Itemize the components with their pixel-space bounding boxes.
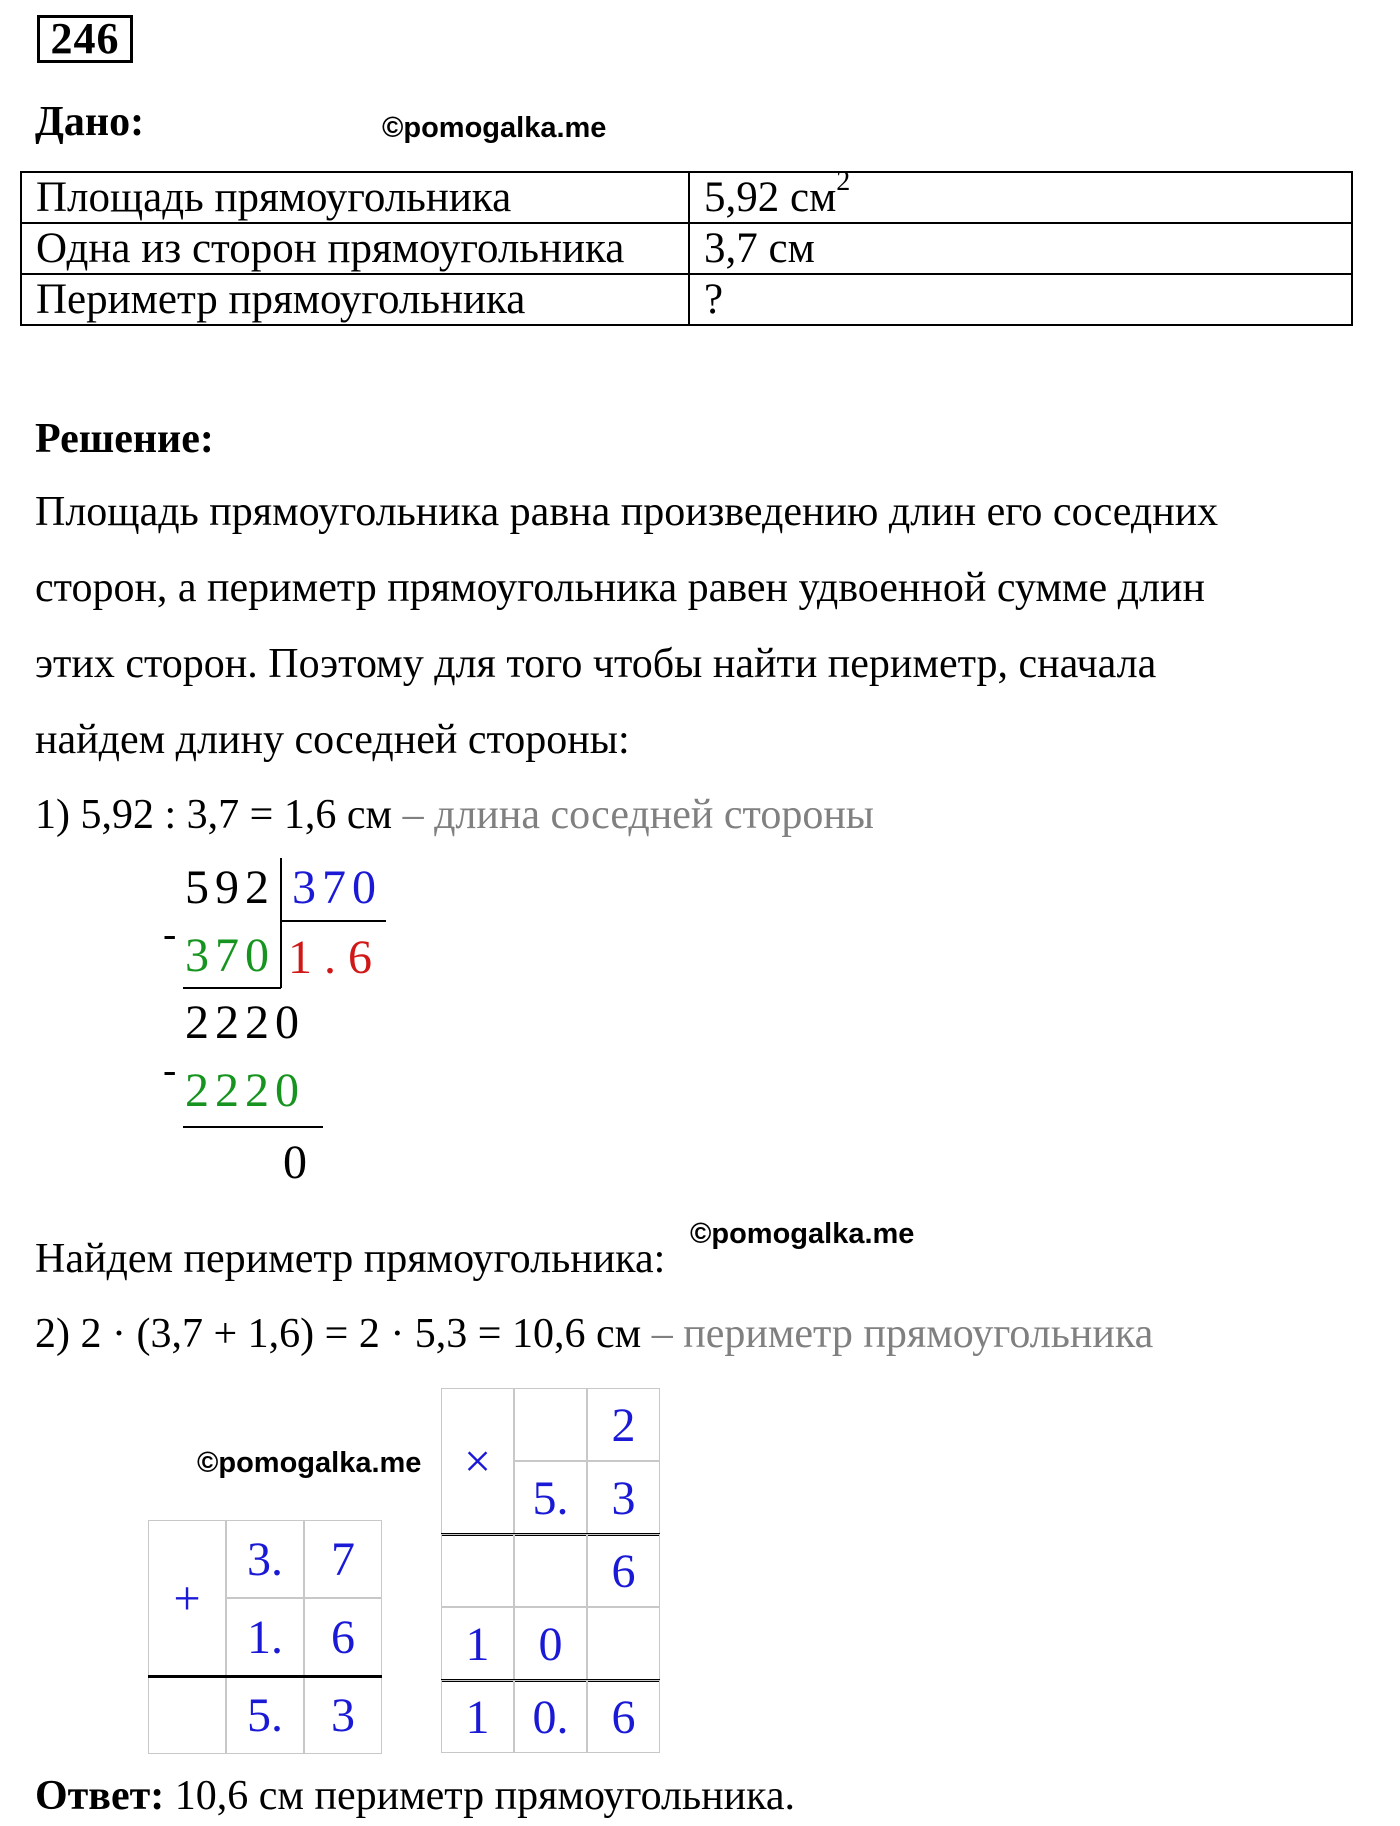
step-2-note: – периметр прямоугольника xyxy=(641,1311,1154,1357)
given-table xyxy=(20,165,1353,326)
multiplication-partial-digit: 0 xyxy=(514,1607,587,1680)
multiplication-digit: 5. xyxy=(514,1461,587,1534)
division-quotient: 1 . 6 xyxy=(288,931,378,984)
step-1-expression: 1) 5,92 : 3,7 = 1,6 см xyxy=(35,792,393,838)
answer xyxy=(35,1772,795,1820)
given-row-area xyxy=(21,172,1352,223)
step-1-note: – длина соседней стороны xyxy=(392,792,875,838)
step-2 xyxy=(35,1310,1153,1358)
given-value: 5,92 $см^2$ xyxy=(689,172,1352,223)
solution-paragraph-line-4: найдем длину соседней стороны: xyxy=(35,717,630,763)
watermark-3: ©pomogalka.me xyxy=(197,1447,422,1479)
addition-empty-cell xyxy=(148,1676,226,1754)
multiplication-digit: 2 xyxy=(587,1388,660,1461)
given-value: 3,7 см xyxy=(689,223,1352,274)
addition-digit: 6 xyxy=(304,1598,382,1676)
multiplication-result-digit: 0. xyxy=(514,1680,587,1753)
addition-plus-sign: + xyxy=(148,1520,226,1676)
division-remainder-1: 2220 xyxy=(185,996,305,1049)
given-label: Одна из сторон прямоугольника xyxy=(21,223,689,274)
answer-label: Ответ: xyxy=(35,1773,165,1819)
solution-paragraph-line-2: сторон, а периметр прямоугольника равен удвоенной сумме длин xyxy=(35,565,1205,611)
given-label: Периметр прямоугольника xyxy=(21,274,689,325)
given-row-perimeter xyxy=(21,274,1352,325)
given-label: Площадь прямоугольника xyxy=(21,172,689,223)
step-2-expression: 2) 2 · (3,7 + 1,6) = 2 · 5,3 = 10,6 см xyxy=(35,1311,642,1357)
division-subtrahend-1: 370 xyxy=(185,929,275,982)
division-minus-2: - xyxy=(163,1047,177,1092)
multiplication-result-digit: 1 xyxy=(441,1680,514,1753)
given-value: ? xyxy=(689,274,1352,325)
watermark-2: ©pomogalka.me xyxy=(690,1218,915,1250)
division-divisor: 370 xyxy=(292,861,382,914)
division-divisor-underline xyxy=(280,920,386,922)
given-heading: Дано: xyxy=(35,99,145,145)
multiplication-empty-cell xyxy=(514,1388,587,1461)
division-result: 0 xyxy=(283,1136,313,1189)
multiplication-sign: × xyxy=(441,1388,514,1534)
multiplication-empty-cell xyxy=(441,1534,514,1607)
addition-sum-digit: 5. xyxy=(226,1676,304,1754)
division-underline-2 xyxy=(183,1126,323,1128)
division-dividend: 592 xyxy=(185,861,275,914)
addition-sum-digit: 3 xyxy=(304,1676,382,1754)
division-vertical-line xyxy=(280,858,282,988)
division-underline-1 xyxy=(183,987,281,989)
step-1 xyxy=(35,791,874,839)
multiplication-result-digit: 6 xyxy=(587,1680,660,1753)
addition-sum-line xyxy=(148,1675,382,1678)
addition-digit: 1. xyxy=(226,1598,304,1676)
solution-paragraph-line-1: Площадь прямоугольника равна произведению длин его соседних xyxy=(35,489,1219,535)
given-row-side xyxy=(21,223,1352,274)
answer-text: 10,6 см периметр прямоугольника. xyxy=(164,1773,796,1819)
problem-number: 246 xyxy=(37,15,133,63)
addition-digit: 7 xyxy=(304,1520,382,1598)
multiplication-partial-digit: 6 xyxy=(587,1534,660,1607)
multiplication-digit: 3 xyxy=(587,1461,660,1534)
multiplication-partial-digit: 1 xyxy=(441,1607,514,1680)
multiplication-empty-cell xyxy=(514,1534,587,1607)
watermark-1: ©pomogalka.me xyxy=(382,112,607,144)
addition-digit: 3. xyxy=(226,1520,304,1598)
multiplication-empty-cell xyxy=(587,1607,660,1680)
solution-heading: Решение: xyxy=(35,416,214,462)
division-subtrahend-2: 2220 xyxy=(185,1064,305,1117)
find-perimeter-text: Найдем периметр прямоугольника: xyxy=(35,1236,666,1282)
division-minus-1: - xyxy=(163,911,177,956)
solution-paragraph-line-3: этих сторон. Поэтому для того чтобы найти периметр, сначала xyxy=(35,641,1157,687)
